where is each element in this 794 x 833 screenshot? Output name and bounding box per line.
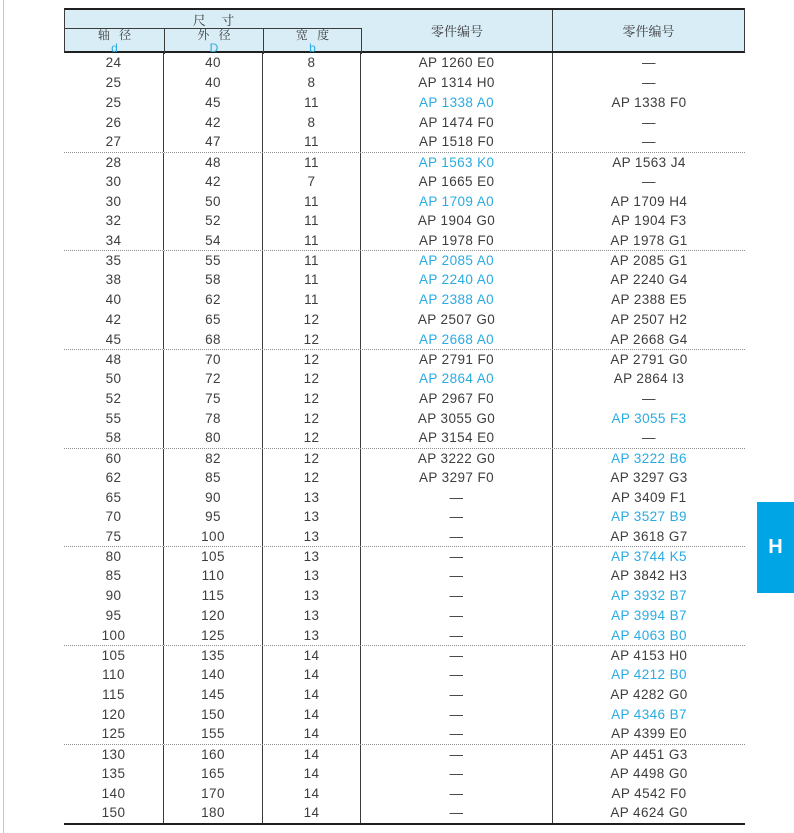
- cell-outer-diameter: 140: [164, 665, 263, 685]
- cell-part-number-1: AP 1518 F0: [361, 132, 553, 152]
- cell-width: 12: [263, 369, 361, 389]
- cell-width: 11: [263, 270, 361, 290]
- table-row: [64, 408, 745, 428]
- cell-part-number-2: AP 4399 E0: [611, 726, 687, 742]
- cell-shaft-diameter: 115: [64, 685, 164, 705]
- cell-width: 12: [263, 408, 361, 428]
- table-row: [64, 369, 745, 389]
- cell-outer-diameter: 42: [164, 171, 263, 191]
- cell-width: 14: [263, 665, 361, 685]
- cell-outer-diameter: 180: [164, 803, 263, 823]
- cell-part-number-2: AP 3618 G7: [610, 528, 688, 544]
- cell-part-number-1: —: [361, 566, 553, 586]
- table-row: [64, 191, 745, 211]
- table-row: [64, 803, 745, 823]
- table-row: [64, 112, 745, 132]
- table-row: [64, 132, 745, 152]
- cell-shaft-diameter: 45: [64, 329, 164, 349]
- column-header-symbol: D: [209, 41, 219, 55]
- cell-shaft-diameter: 65: [64, 487, 164, 507]
- cell-shaft-diameter: 40: [64, 290, 164, 310]
- cell-part-number-1: AP 1904 G0: [361, 211, 553, 231]
- cell-part-number-2: AP 4063 B0: [611, 627, 687, 643]
- cell-part-number-2: AP 2388 E5: [611, 292, 687, 308]
- cell-part-number-1: AP 2967 F0: [361, 388, 553, 408]
- cell-part-number-1: AP 1314 H0: [361, 73, 553, 93]
- cell-shaft-diameter: 30: [64, 171, 164, 191]
- cell-shaft-diameter: 90: [64, 586, 164, 606]
- section-index-tab-h[interactable]: [757, 502, 794, 593]
- page-edge-line: [3, 0, 4, 833]
- dimensions-group-label: 尺 寸: [65, 10, 362, 29]
- cell-outer-diameter: 75: [164, 388, 263, 408]
- cell-part-number-2: AP 1709 H4: [610, 193, 688, 209]
- cell-shaft-diameter: 25: [64, 73, 164, 93]
- cell-shaft-diameter: 150: [64, 803, 164, 823]
- cell-part-number-2: AP 4346 B7: [611, 706, 687, 722]
- cell-part-number-1: AP 1563 K0: [361, 153, 553, 172]
- table-row: [64, 152, 745, 172]
- cell-part-number-1: —: [361, 704, 553, 724]
- cell-part-number-2: AP 2791 G0: [610, 351, 688, 367]
- cell-width: 13: [263, 527, 361, 547]
- cell-width: 14: [263, 704, 361, 724]
- cell-shaft-diameter: 60: [64, 449, 164, 468]
- cell-part-number-2: AP 1978 G1: [610, 232, 688, 248]
- table-row: [64, 744, 745, 764]
- cell-shaft-diameter: 58: [64, 428, 164, 448]
- cell-width: 14: [263, 745, 361, 764]
- cell-width: 11: [263, 191, 361, 211]
- cell-part-number-1: AP 2668 A0: [361, 329, 553, 349]
- table-row: [64, 685, 745, 705]
- cell-outer-diameter: 165: [164, 763, 263, 783]
- table-row: [64, 665, 745, 685]
- cell-part-number-1: AP 1665 E0: [361, 171, 553, 191]
- table-header: [64, 8, 745, 53]
- cell-part-number-1: —: [361, 646, 553, 665]
- cell-part-number-1: —: [361, 487, 553, 507]
- cell-shaft-diameter: 120: [64, 704, 164, 724]
- cell-width: 8: [263, 53, 361, 73]
- cell-part-number-2: AP 3932 B7: [611, 588, 687, 604]
- table-row: [64, 566, 745, 586]
- cell-part-number-1: AP 1474 F0: [361, 112, 553, 132]
- cell-outer-diameter: 40: [164, 53, 263, 73]
- table-row: [64, 527, 745, 547]
- table-body: [64, 53, 745, 825]
- cell-outer-diameter: 78: [164, 408, 263, 428]
- cell-outer-diameter: 54: [164, 231, 263, 251]
- cell-outer-diameter: 120: [164, 606, 263, 626]
- column-header-label: 宽 度: [295, 28, 333, 42]
- cell-part-number-2: AP 2507 H2: [610, 311, 688, 327]
- cell-width: 12: [263, 388, 361, 408]
- cell-shaft-diameter: 70: [64, 507, 164, 527]
- cell-part-number-2: AP 4498 G0: [610, 765, 688, 781]
- cell-part-number-1: —: [361, 625, 553, 645]
- cell-part-number-1: AP 2507 G0: [361, 310, 553, 330]
- cell-width: 13: [263, 586, 361, 606]
- table-row: [64, 388, 745, 408]
- table-row: [64, 428, 745, 448]
- cell-part-number-1: —: [361, 665, 553, 685]
- cell-part-number-1: AP 2388 A0: [361, 290, 553, 310]
- cell-part-number-1: —: [361, 745, 553, 764]
- parts-dimension-table: [64, 8, 745, 825]
- table-row: [64, 645, 745, 665]
- cell-outer-diameter: 95: [164, 507, 263, 527]
- cell-width: 14: [263, 803, 361, 823]
- cell-part-number-1: —: [361, 763, 553, 783]
- cell-part-number-2: AP 2864 I3: [613, 371, 685, 387]
- cell-outer-diameter: 40: [164, 73, 263, 93]
- cell-part-number-2: AP 4282 G0: [610, 686, 688, 702]
- cell-shaft-diameter: 34: [64, 231, 164, 251]
- cell-shaft-diameter: 105: [64, 646, 164, 665]
- table-row: [64, 586, 745, 606]
- cell-part-number-2: —: [642, 75, 656, 91]
- cell-outer-diameter: 65: [164, 310, 263, 330]
- cell-part-number-2: —: [642, 114, 656, 130]
- cell-part-number-1: AP 2085 A0: [361, 251, 553, 270]
- cell-part-number-1: AP 2791 F0: [361, 350, 553, 369]
- cell-part-number-2: AP 2240 G4: [610, 272, 688, 288]
- column-header-outer-diameter: [165, 29, 264, 54]
- cell-part-number-1: —: [361, 724, 553, 744]
- table-row: [64, 310, 745, 330]
- column-header-part-number-2: 零件编号: [622, 24, 675, 39]
- cell-part-number-1: AP 1260 E0: [361, 53, 553, 73]
- cell-shaft-diameter: 62: [64, 467, 164, 487]
- cell-outer-diameter: 160: [164, 745, 263, 764]
- cell-shaft-diameter: 125: [64, 724, 164, 744]
- cell-shaft-diameter: 85: [64, 566, 164, 586]
- section-index-tab-label: H: [768, 536, 783, 558]
- table-row: [64, 270, 745, 290]
- cell-part-number-1: —: [361, 586, 553, 606]
- cell-shaft-diameter: 50: [64, 369, 164, 389]
- cell-shaft-diameter: 52: [64, 388, 164, 408]
- cell-outer-diameter: 82: [164, 449, 263, 468]
- cell-shaft-diameter: 25: [64, 92, 164, 112]
- cell-part-number-1: AP 1709 A0: [361, 191, 553, 211]
- cell-outer-diameter: 90: [164, 487, 263, 507]
- cell-part-number-2: AP 4542 F0: [611, 785, 687, 801]
- cell-width: 8: [263, 73, 361, 93]
- cell-part-number-1: —: [361, 547, 553, 566]
- table-row: [64, 783, 745, 803]
- cell-width: 8: [263, 112, 361, 132]
- dimensions-subheaders: [65, 29, 362, 54]
- cell-outer-diameter: 135: [164, 646, 263, 665]
- cell-part-number-2: AP 4153 H0: [610, 647, 688, 663]
- cell-part-number-1: AP 2864 A0: [361, 369, 553, 389]
- cell-outer-diameter: 150: [164, 704, 263, 724]
- cell-width: 14: [263, 783, 361, 803]
- cell-part-number-2: AP 4451 G3: [610, 746, 688, 762]
- cell-width: 12: [263, 428, 361, 448]
- cell-outer-diameter: 50: [164, 191, 263, 211]
- cell-shaft-diameter: 140: [64, 783, 164, 803]
- cell-outer-diameter: 85: [164, 467, 263, 487]
- cell-outer-diameter: 105: [164, 547, 263, 566]
- cell-part-number-1: AP 3055 G0: [361, 408, 553, 428]
- cell-shaft-diameter: 95: [64, 606, 164, 626]
- cell-outer-diameter: 42: [164, 112, 263, 132]
- cell-shaft-diameter: 110: [64, 665, 164, 685]
- cell-width: 13: [263, 625, 361, 645]
- cell-outer-diameter: 155: [164, 724, 263, 744]
- cell-shaft-diameter: 135: [64, 763, 164, 783]
- cell-part-number-2: —: [642, 430, 656, 446]
- table-row: [64, 763, 745, 783]
- cell-part-number-1: AP 3222 G0: [361, 449, 553, 468]
- cell-outer-diameter: 80: [164, 428, 263, 448]
- cell-part-number-2: AP 3297 G3: [610, 469, 688, 485]
- cell-part-number-2: AP 3409 F1: [611, 489, 687, 505]
- cell-width: 11: [263, 92, 361, 112]
- cell-outer-diameter: 72: [164, 369, 263, 389]
- cell-width: 11: [263, 231, 361, 251]
- cell-part-number-2: AP 1904 F3: [611, 213, 687, 229]
- cell-outer-diameter: 45: [164, 92, 263, 112]
- column-header-label: 外 径: [197, 28, 234, 42]
- cell-width: 7: [263, 171, 361, 191]
- cell-part-number-2: AP 3842 H3: [610, 568, 688, 584]
- cell-width: 13: [263, 547, 361, 566]
- cell-width: 12: [263, 467, 361, 487]
- cell-part-number-2: AP 3994 B7: [611, 607, 687, 623]
- table-row: [64, 625, 745, 645]
- cell-outer-diameter: 62: [164, 290, 263, 310]
- cell-shaft-diameter: 24: [64, 53, 164, 73]
- table-row: [64, 231, 745, 251]
- column-header-width: [264, 29, 362, 54]
- cell-width: 11: [263, 251, 361, 270]
- cell-shaft-diameter: 100: [64, 625, 164, 645]
- cell-width: 12: [263, 350, 361, 369]
- cell-outer-diameter: 52: [164, 211, 263, 231]
- cell-outer-diameter: 115: [164, 586, 263, 606]
- column-header-symbol: d: [111, 41, 118, 55]
- cell-outer-diameter: 70: [164, 350, 263, 369]
- cell-width: 11: [263, 290, 361, 310]
- cell-width: 11: [263, 153, 361, 172]
- table-row: [64, 73, 745, 93]
- cell-part-number-2: AP 1338 F0: [611, 94, 687, 110]
- table-row: [64, 92, 745, 112]
- cell-part-number-2: —: [642, 134, 656, 150]
- cell-part-number-1: —: [361, 783, 553, 803]
- cell-width: 13: [263, 606, 361, 626]
- cell-width: 14: [263, 763, 361, 783]
- cell-width: 12: [263, 329, 361, 349]
- cell-part-number-1: AP 1338 A0: [361, 92, 553, 112]
- table-row: [64, 171, 745, 191]
- cell-part-number-1: —: [361, 803, 553, 823]
- cell-part-number-2: AP 3055 F3: [611, 410, 687, 426]
- cell-part-number-2: AP 4624 G0: [610, 805, 688, 821]
- table-row: [64, 704, 745, 724]
- cell-outer-diameter: 47: [164, 132, 263, 152]
- cell-shaft-diameter: 30: [64, 191, 164, 211]
- cell-part-number-2: —: [642, 173, 656, 189]
- table-row: [64, 546, 745, 566]
- cell-outer-diameter: 48: [164, 153, 263, 172]
- cell-part-number-1: AP 3297 F0: [361, 467, 553, 487]
- cell-shaft-diameter: 55: [64, 408, 164, 428]
- cell-part-number-2: AP 1563 J4: [612, 154, 686, 170]
- cell-width: 11: [263, 132, 361, 152]
- cell-part-number-1: —: [361, 507, 553, 527]
- column-header-symbol: b: [309, 41, 316, 55]
- cell-part-number-1: —: [361, 527, 553, 547]
- cell-shaft-diameter: 27: [64, 132, 164, 152]
- table-row: [64, 724, 745, 744]
- cell-outer-diameter: 110: [164, 566, 263, 586]
- cell-part-number-1: AP 3154 E0: [361, 428, 553, 448]
- table-row: [64, 53, 745, 73]
- table-row: [64, 606, 745, 626]
- cell-part-number-1: AP 2240 A0: [361, 270, 553, 290]
- column-header-shaft-diameter: [65, 29, 165, 54]
- column-header-label: 轴 径: [97, 28, 135, 42]
- cell-shaft-diameter: 48: [64, 350, 164, 369]
- table-row: [64, 507, 745, 527]
- cell-width: 14: [263, 685, 361, 705]
- dimensions-header-group: [65, 10, 362, 55]
- table-row: [64, 349, 745, 369]
- cell-outer-diameter: 145: [164, 685, 263, 705]
- cell-width: 14: [263, 646, 361, 665]
- cell-part-number-2: —: [642, 390, 656, 406]
- cell-outer-diameter: 68: [164, 329, 263, 349]
- table-row: [64, 487, 745, 507]
- table-row: [64, 467, 745, 487]
- cell-part-number-2: AP 3222 B6: [611, 450, 687, 466]
- cell-width: 13: [263, 507, 361, 527]
- cell-shaft-diameter: 75: [64, 527, 164, 547]
- cell-part-number-2: AP 3527 B9: [611, 509, 687, 525]
- table-row: [64, 211, 745, 231]
- cell-shaft-diameter: 35: [64, 251, 164, 270]
- cell-part-number-2: AP 2085 G1: [610, 253, 688, 269]
- cell-part-number-2: AP 4212 B0: [611, 667, 687, 683]
- table-row: [64, 448, 745, 468]
- cell-width: 11: [263, 211, 361, 231]
- cell-width: 13: [263, 487, 361, 507]
- table-row: [64, 290, 745, 310]
- cell-outer-diameter: 55: [164, 251, 263, 270]
- cell-part-number-2: —: [642, 55, 656, 71]
- cell-shaft-diameter: 42: [64, 310, 164, 330]
- cell-outer-diameter: 125: [164, 625, 263, 645]
- cell-part-number-2: AP 2668 G4: [610, 331, 688, 347]
- cell-width: 13: [263, 566, 361, 586]
- table-row: [64, 250, 745, 270]
- cell-part-number-1: —: [361, 606, 553, 626]
- cell-width: 14: [263, 724, 361, 744]
- cell-part-number-2: AP 3744 K5: [611, 549, 687, 565]
- cell-shaft-diameter: 28: [64, 153, 164, 172]
- cell-shaft-diameter: 26: [64, 112, 164, 132]
- column-header-part-number-1: 零件编号: [362, 10, 553, 51]
- cell-shaft-diameter: 130: [64, 745, 164, 764]
- cell-outer-diameter: 100: [164, 527, 263, 547]
- cell-outer-diameter: 170: [164, 783, 263, 803]
- cell-width: 12: [263, 449, 361, 468]
- cell-outer-diameter: 58: [164, 270, 263, 290]
- cell-shaft-diameter: 38: [64, 270, 164, 290]
- table-row: [64, 329, 745, 349]
- cell-width: 12: [263, 310, 361, 330]
- cell-shaft-diameter: 80: [64, 547, 164, 566]
- cell-part-number-1: AP 1978 F0: [361, 231, 553, 251]
- cell-shaft-diameter: 32: [64, 211, 164, 231]
- cell-part-number-1: —: [361, 685, 553, 705]
